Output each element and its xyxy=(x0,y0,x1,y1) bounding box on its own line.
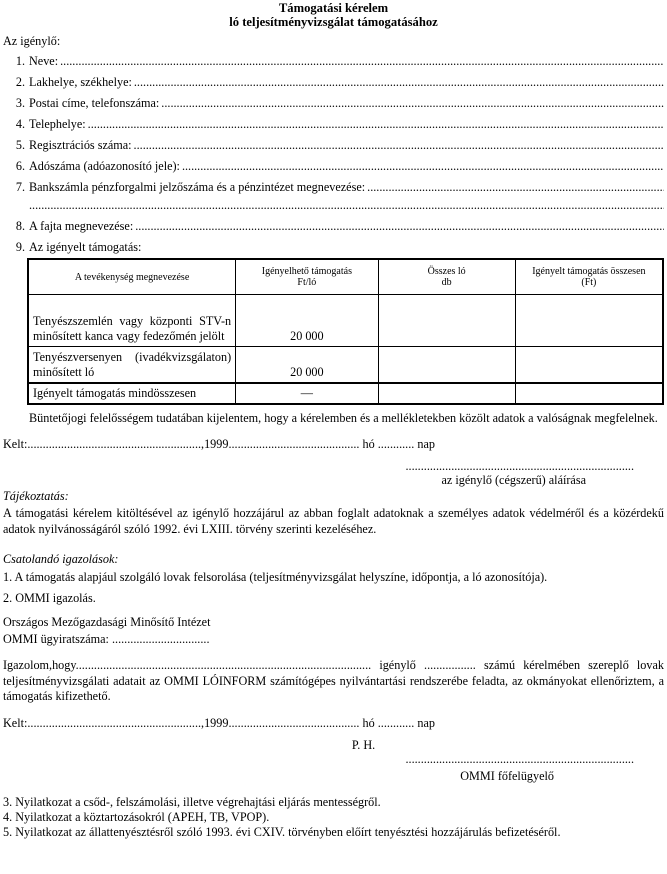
institute-name: Országos Mezőgazdasági Minősítő Intézet xyxy=(3,615,211,629)
field-number: 1. xyxy=(15,54,25,68)
signature-label-applicant: az igénylő (cégszerű) aláírása xyxy=(441,473,586,487)
field-number: 4. xyxy=(15,117,25,131)
attachment-item: 1. A támogatás alapjául szolgáló lovak felsorolása (teljesítményvizsgálat helyszíne, időpontja, a ló azonosítója). xyxy=(3,570,548,584)
date-line-ommi[interactable]: Kelt:.........................................................,1999........................................... hó ............ nap xyxy=(3,715,435,730)
column-header-amount: Igényelhető támogatás Ft/ló xyxy=(236,259,378,295)
field-fill-line[interactable] xyxy=(367,177,664,198)
column-header-total: Igényelt támogatás összesen (Ft) xyxy=(515,259,663,295)
field-breed[interactable] xyxy=(3,216,664,237)
field-label: Regisztrációs száma: xyxy=(29,138,132,152)
field-fill-line[interactable] xyxy=(135,216,664,237)
field-bank-account-continuation[interactable] xyxy=(3,198,664,216)
attachment-item: 2. OMMI igazolás. xyxy=(3,591,96,605)
activity-cell: Tenyészszemlén vagy központi STV-n minősített kanca vagy fedezőmén jelölt xyxy=(28,295,236,347)
field-label: Lakhelye, székhelye: xyxy=(29,75,132,89)
field-number: 6. xyxy=(15,159,25,173)
attachment-item: 5. Nyilatkozat az állattenyésztésről szóló 1993. évi CXIV. törvényben előírt tenyésztési hozzájárulás befizetéséről. xyxy=(3,824,561,839)
field-tax-number[interactable] xyxy=(3,156,664,177)
field-fill-line[interactable] xyxy=(60,51,664,72)
attachment-item: 3. Nyilatkozat a csőd-, felszámolási, illetve végrehajtási eljárás mentességről. xyxy=(3,794,381,809)
field-site[interactable] xyxy=(3,114,664,135)
field-fill-line[interactable] xyxy=(134,72,664,93)
attachment-item: 4. Nyilatkozat a köztartozásokról (APEH, TB, VPOP). xyxy=(3,809,270,824)
certification-text: Igazolom,hogy................................................................................................. igénylő ................. számú kérelmében szereplő lovak teljesítményvizsgálati adatait az OMMI LÓINFORM számítógépes nyilvántartási rendszerébe feladta, az okmányokat ellenőriztem, a támogatás kifizethető. xyxy=(3,658,664,703)
activity-cell: Igényelt támogatás mindösszesen xyxy=(28,383,236,404)
signature-line-ommi[interactable]: ........................................................................... xyxy=(405,751,634,766)
field-fill-line[interactable] xyxy=(29,198,664,212)
table-header-row xyxy=(28,259,663,295)
applicant-header: Az igénylő: xyxy=(3,34,61,48)
field-fill-line[interactable] xyxy=(134,135,664,156)
field-label: Neve: xyxy=(29,54,59,68)
field-number: 8. xyxy=(15,219,25,233)
field-number: 2. xyxy=(15,75,25,89)
activity-cell: Tenyészversenyen (ivadékvizsgálaton) minősített ló xyxy=(28,347,236,383)
field-number: 7. xyxy=(15,180,25,194)
applicant-fields xyxy=(3,51,664,237)
field-label: Postai címe, telefonszáma: xyxy=(29,96,160,110)
date-line-applicant[interactable]: Kelt:.........................................................,1999........................................... hó ............ nap xyxy=(3,437,435,451)
table-total-row xyxy=(28,383,663,404)
field-registration-number[interactable] xyxy=(3,135,664,156)
field-label: Bankszámla pénzforgalmi jelzőszáma és a pénzintézet megnevezése: xyxy=(29,180,366,194)
form-title: Támogatási kérelem xyxy=(278,1,389,15)
amount-cell: 20 000 xyxy=(236,347,378,383)
table-row xyxy=(28,295,663,347)
field-name[interactable] xyxy=(3,51,664,72)
field-fill-line[interactable] xyxy=(161,93,664,114)
count-cell[interactable] xyxy=(378,383,515,404)
amount-cell: 20 000 xyxy=(236,295,378,347)
field-postal-address[interactable] xyxy=(3,93,664,114)
field-number: 9. xyxy=(15,240,25,254)
total-cell[interactable] xyxy=(515,295,663,347)
signature-line-applicant[interactable]: ........................................................................... xyxy=(405,459,634,473)
count-cell[interactable] xyxy=(378,295,515,347)
field-label: Adószáma (adóazonosító jele): xyxy=(29,159,180,173)
field-fill-line[interactable] xyxy=(88,114,664,135)
info-text: A támogatási kérelem kitöltésével az igénylő hozzájárul az abban foglalt adatoknak a személyes adatok védelméről és a közérdekű adatok nyilvánosságáról szóló 1992. évi LXIII. törvény szerinti kezeléséhez. xyxy=(3,506,664,536)
count-cell[interactable] xyxy=(378,347,515,383)
signature-label-ommi: OMMI főfelügyelő xyxy=(460,768,554,783)
field-number: 3. xyxy=(15,96,25,110)
field-label: A fajta megnevezése: xyxy=(29,219,134,233)
attachments-heading: Csatolandó igazolások: xyxy=(3,552,119,566)
stamp-placeholder: P. H. xyxy=(351,737,376,752)
column-header-activity: A tevékenység megnevezése xyxy=(28,259,236,295)
amount-cell: — xyxy=(236,383,378,404)
field-bank-account[interactable] xyxy=(3,177,664,198)
field-label: Telephelye: xyxy=(29,117,86,131)
column-header-count: Összes ló db xyxy=(378,259,515,295)
total-cell[interactable] xyxy=(515,347,663,383)
total-cell[interactable] xyxy=(515,383,663,404)
support-table xyxy=(27,258,664,405)
field-fill-line[interactable] xyxy=(182,156,664,177)
form-subtitle: ló teljesítményvizsgálat támogatásához xyxy=(229,15,438,29)
field-number: 5. xyxy=(15,138,25,152)
declaration-text: Büntetőjogi felelősségem tudatában kijelentem, hogy a kérelemben és a mellékletekben közölt adatok a valóságnak megfelelnek. xyxy=(29,410,658,425)
info-heading: Tájékoztatás: xyxy=(3,489,69,503)
field-residence[interactable] xyxy=(3,72,664,93)
support-section-label: 9. Az igényelt támogatás: xyxy=(3,237,664,258)
case-number-line[interactable]: OMMI ügyiratszáma: ................................ xyxy=(3,632,210,646)
table-row xyxy=(28,347,663,383)
